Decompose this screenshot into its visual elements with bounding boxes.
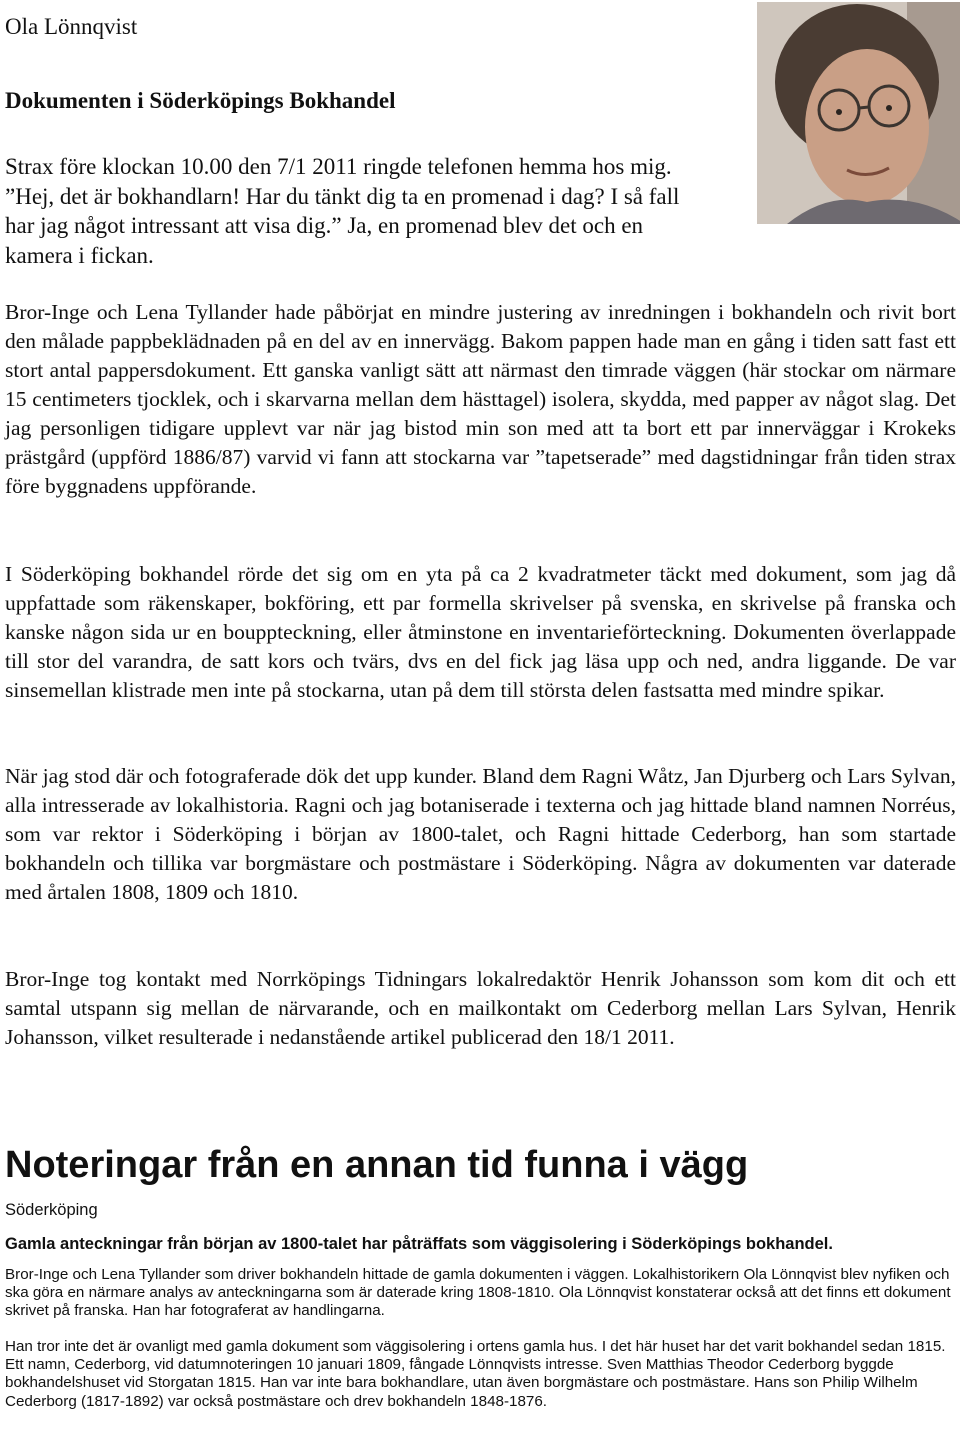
intro-paragraph: Strax före klockan 10.00 den 7/1 2011 ringde telefonen hemma hos mig. ”Hej, det är bokhandlarn! Har du tänkt dig ta en promenad i dag? I så fall har jag något intressant att visa dig.” Ja, en promenad blev det och en kamera i fickan. — [5, 154, 680, 268]
body-paragraph-3: När jag stod där och fotograferade dök det upp kunder. Bland dem Ragni Wåtz, Jan Djurberg och Lars Sylvan, alla intresserade av lokalhistoria. Ragni och jag botaniserade i texterna och jag hittade bland namnen Norréus, som var rektor i Söderköping i början av 1800-talet, och Ragni hittade Cederborg, han som startade bokhandeln och tillika var borgmästare och postmästare i Söderköping. Några av dokumenten var daterade med årtalen 1808, 1809 och 1810. — [5, 764, 956, 904]
article-body-paragraph-2: Han tror inte det är ovanligt med gamla dokument som väggisolering i ortens gamla hus. I det här huset har det varit bokhandel sedan 1815. Ett namn, Cederborg, vid datumnoteringen 10 januari 1809, fångade Lönnqvists intresse. Sven Matthias Theodor Cederborg byggde bokhandelshuset vid Storgatan 1815. Han var inte bara bokhandlare, utan även borgmästare och postmästare. Hans son Philip Wilhelm Cederborg (1817-1892) var också postmästare och drev bokhandeln 1848-1876. — [5, 1338, 946, 1410]
body-paragraph-1: Bror-Inge och Lena Tyllander hade påbörjat en mindre justering av inredningen i bokhandeln och rivit bort den målade pappbeklädnaden på en del av en innervägg. Bakom pappen hade man en gång i tiden satt fast ett stort antal pappersdokument. Ett ganska vanligt sätt att närmast den timrade väggen (här stockar om närmare 15 centimeters tjocklek, och i skarvarna mellan dem hästtagel) isolera, skydda, med papper av något slag. Det jag personligen tidigare upplevt var när jag bistod min son med att ta bort ett par innerväggar i Krokeks prästgård (uppförd 1886/87) varvid vi fann att stockarna var ”tapetserade” med dagstidningar från tiden strax före byggnadens uppförande. — [5, 300, 956, 498]
author-portrait-photo — [757, 2, 960, 224]
article-lead: Gamla anteckningar från början av 1800-talet har påträffats som väggisolering i Söderköpings bokhandel. — [5, 1235, 833, 1253]
article-place: Söderköping — [5, 1201, 98, 1219]
document-title: Dokumenten i Söderköpings Bokhandel — [5, 88, 396, 113]
author-name: Ola Lönnqvist — [5, 14, 138, 39]
portrait-icon — [757, 2, 960, 224]
body-paragraph-4: Bror-Inge tog kontakt med Norrköpings Tidningars lokalredaktör Henrik Johansson som kom dit och ett samtal utspann sig mellan de närvarande, och en mailkontakt om Cederborg mellan Lars Sylvan, Henrik Johansson, vilket resulterade i nedanstående artikel publicerad den 18/1 2011. — [5, 967, 956, 1049]
article-headline: Noteringar från en annan tid funna i vägg — [5, 1144, 749, 1186]
article-body-paragraph-1: Bror-Inge och Lena Tyllander som driver bokhandeln hittade de gamla dokumenten i väggen. Lokalhistorikern Ola Lönnqvist blev nyfiken och ska göra en närmare analys av anteckningarna som är daterade kring 1808-1810. Ola Lönnqvist konstaterar också att det finns ett dokument skrivet på franska. Han har fotograferat av handlingarna. — [5, 1266, 951, 1320]
body-paragraph-2: I Söderköping bokhandel rörde det sig om en yta på ca 2 kvadratmeter täckt med dokument, som jag då uppfattade som räkenskaper, bokföring, ett par formella skrivelser på svenska, en skrivelse på franska och kanske någon sida ur en bouppteckning, eller åtminstone en inventarieförteckning. Dokumenten överlappade till stor del varandra, de satt kors och tvärs, dvs en del fick jag läsa upp och ned, andra liggande. De var sinsemellan klistrade men inte på stockarna, utan på dem till största delen fastsatta med mindre spikar. — [5, 562, 956, 702]
